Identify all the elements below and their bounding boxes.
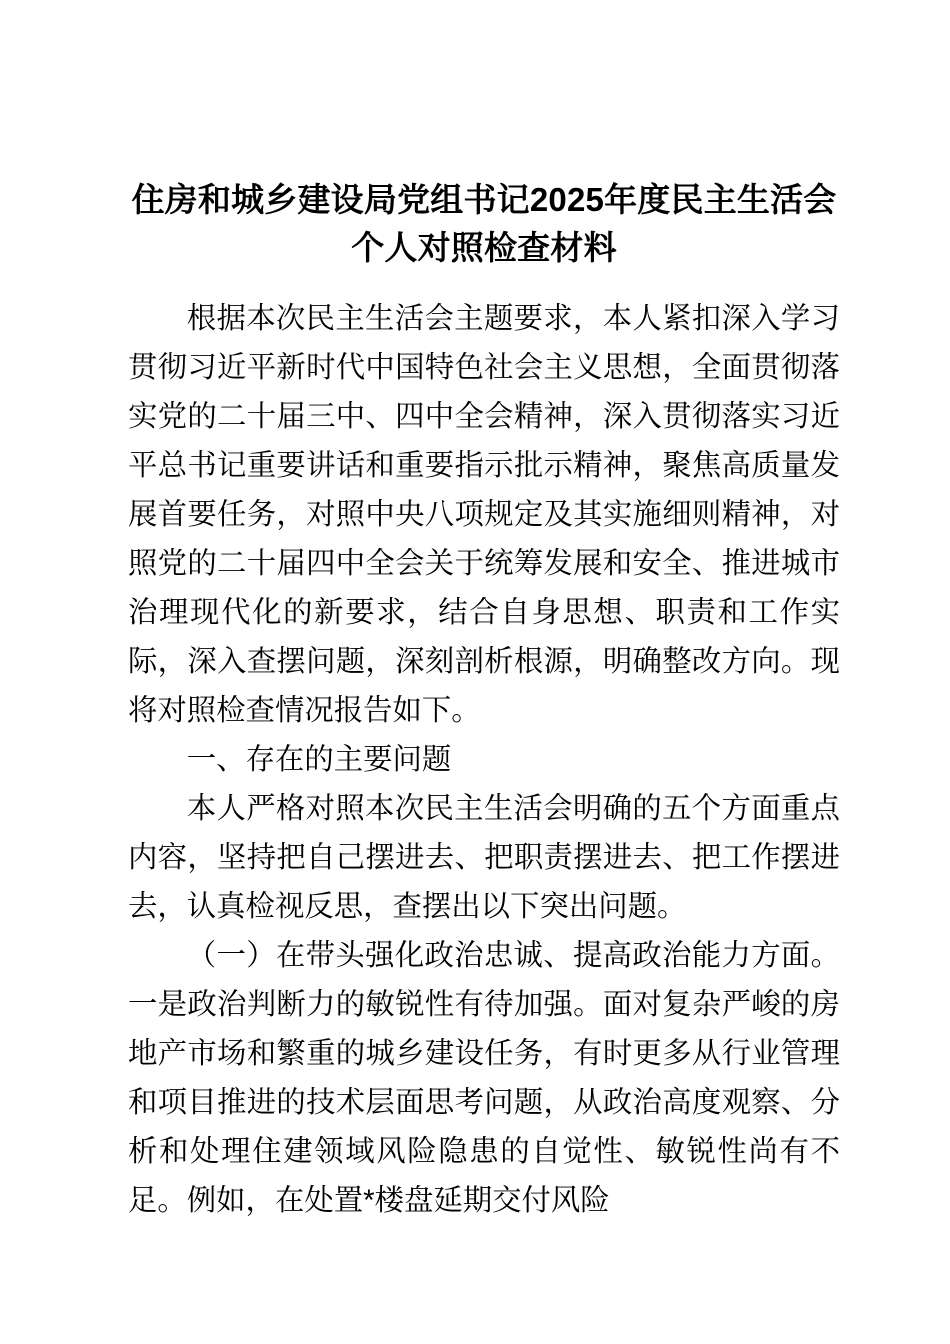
section-one-intro-paragraph: 本人严格对照本次民主生活会明确的五个方面重点内容，坚持把自己摆进去、把职责摆进去、把工作摆进去，认真检视反思，查摆出以下突出问题。 <box>128 792 840 923</box>
document-content <box>128 176 840 1225</box>
page-title: 住房和城乡建设局党组书记2025年度民主生活会个人对照检查材料 <box>131 181 837 266</box>
subsection-one-paragraph: （一）在带头强化政治忠诚、提高政治能力方面。一是政治判断力的敏锐性有待加强。面对复杂严峻的房地产市场和繁重的城乡建设任务，有时更多从行业管理和项目推进的技术层面思考问题，从政治高度观察、分析和处理住建领域风险隐患的自觉性、敏锐性尚有不足。例如，在处置*楼盘延期交付风险 <box>128 939 840 1217</box>
intro-paragraph: 根据本次民主生活会主题要求，本人紧扣深入学习贯彻习近平新时代中国特色社会主义思想，全面贯彻落实党的二十届三中、四中全会精神，深入贯彻落实习近平总书记重要讲话和重要指示批示精神，聚焦高质量发展首要任务，对照中央八项规定及其实施细则精神，对照党的二十届四中全会关于统筹发展和安全、推进城市治理现代化的新要求，结合自身思想、职责和工作实际，深入查摆问题，深刻剖析根源，明确整改方向。现将对照检查情况报告如下。 <box>128 302 840 727</box>
section-heading-one: 一、存在的主要问题 <box>186 743 452 776</box>
